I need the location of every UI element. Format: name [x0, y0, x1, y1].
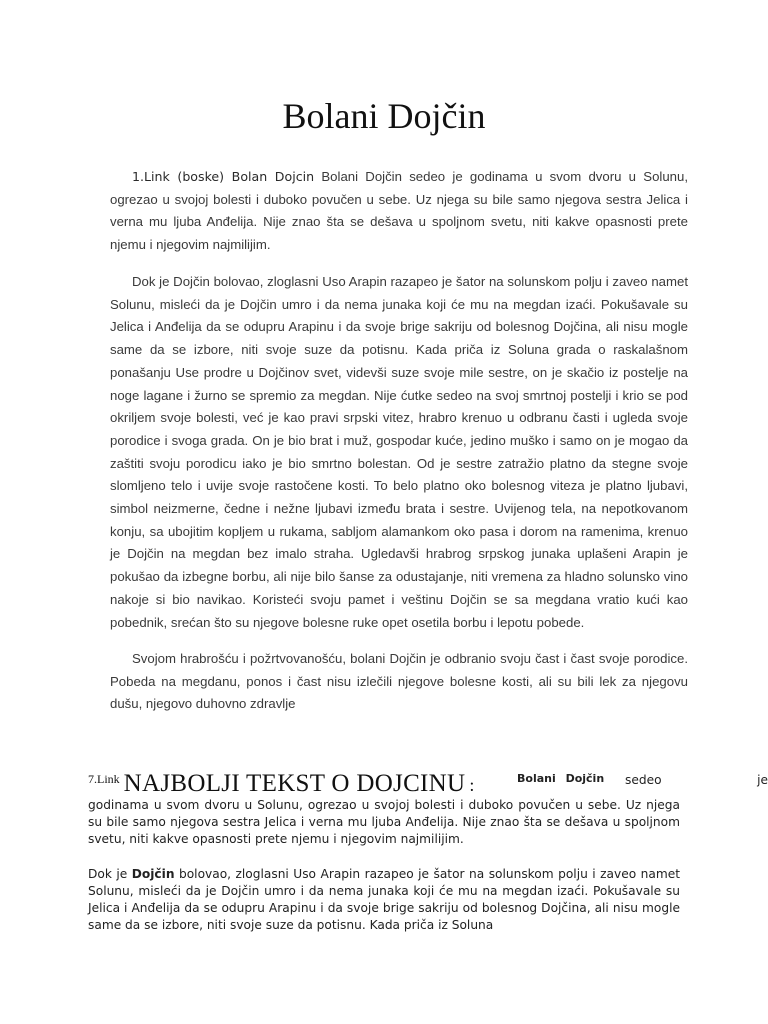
section2-link-number: 7.Link [88, 772, 120, 786]
section2-paragraph-1 [88, 797, 680, 848]
section2-heading-line [88, 762, 768, 797]
section2-paragraph-2-bold: Dojčin [131, 867, 175, 881]
section2-paragraph-1-text: godinama u svom dvoru u Solunu, ogrezao u svojoj bolesti i duboko povučen u sebe. Uz njega su bile samo njegova sestra Jelica i verna mu ljuba Anđelija. Nije znao šta se dešava u spoljnom svetu, niti kakve opasnosti prete njemu i njegovim najmilijim. [88, 798, 680, 846]
section2-paragraph-2 [88, 866, 680, 934]
paragraph-battle [110, 271, 688, 634]
paragraph-intro [110, 166, 688, 257]
section2-bold-name: Bolani Dojčin [517, 772, 605, 785]
section2-heading-colon: : [469, 775, 475, 795]
document-title: Bolani Dojčin [282, 96, 486, 136]
paragraph-intro-text: Bolani Dojčin sedeo je godinama u svom dvoru u Solunu, ogrezao u svojoj bolesti i duboko povučen u sebe. Uz njega su bile samo njegova sestra Jelica i verna mu ljuba Anđelija. Nije znao šta se dešava u spoljnom svetu, niti kakve opasnosti prete njemu i njegovim najmilijim. [110, 169, 688, 253]
paragraph-conclusion-text: Svojom hrabrošću i požrtvovanošću, bolani Dojčin je odbranio svoju čast i čast svoje porodice. Pobeda na megdanu, ponos i čast nisu izlečili njegove bolesne kosti, ali su bili lek za njegovu dušu, njegovo duhovno zdravlje [110, 651, 688, 712]
link-label: 1.Link (boske) Bolan Dojcin [132, 169, 315, 184]
section2-heading: NAJBOLJI TEKST O DOJCINU [123, 770, 466, 797]
section2-paragraph-2-rest: bolovao, zloglasni Uso Arapin razapeo je šator na solunskom polju i zaveo namet Solunu, misleći da je Dojčin umro i da nema junaka koji će mu na megdan izaći. Pokušavale su Jelica i Anđelija da se odupru Arapinu i da svoje brige sakriju od bolesnog Dojčina, ali nisu mogle same da se izbore, niti svoje suze da potisnu. Kada priča iz Soluna [88, 867, 680, 932]
section2-heading-tail: sedeo je [625, 773, 768, 787]
section2-paragraph-2-start: Dok je [88, 867, 128, 881]
paragraph-conclusion [110, 648, 688, 716]
paragraph-battle-text: Dok je Dojčin bolovao, zloglasni Uso Arapin razapeo je šator na solunskom polju i zaveo namet Solunu, misleći da je Dojčin umro i da nema junaka koji će mu na megdan izaći. Pokušavale su Jelica i Anđelija da se odupru Arapinu i da svoje brige sakriju od bolesnog Dojčina, ali nisu mogle same da se izbore, niti svoje suze da potisnu. Kada priča iz Soluna grada o raskalašnom ponašanju Use prodre u Dojčinov svet, videvši suze svoje mile sestre, on je skačio iz postelje na noge lagane i žurno se spremio za megdan. Nije ćutke sedeo na svoj smrtnoj postelji i krio se pod okriljem svoje bolesti, već je kao pravi srpski vitez, hrabro krenuo u odbranu časti i ugleda svoje porodice i svoga grada. On je bio brat i muž, gospodar kuće, jedino muško i samo on je mogao da zaštiti svoju porodicu iako je bio smrtno bolestan. Od je sestre zatražio platno da stegne svoje slomljeno telo i uvije svoje rastočene kosti. To belo platno oko bolesnog viteza je platno ljubavi, simbol neizmerne, čedne i nežne ljubavi između brata i sestre. Uvijenog tela, na nepotkovanom konju, sa ubojitim kopljem u rukama, sabljom alamankom oko pasa i dorom na ramenima, krenuo je Dojčin na megdan bez imalo straha. Ugledavši hrabrog srpskog junaka uplašeni Arapin je pokušao da izbegne borbu, ali nije bilo šanse za odustajanje, niti vremena za hladno solunsko vino nakoje si bio navikao. Koristeći svoju pamet i veštinu Dojčin se sa megdana vratio kući kao pobednik, srećan što su njegove bolesne ruke opet osetila borbu i lepotu pobede. [110, 274, 688, 630]
